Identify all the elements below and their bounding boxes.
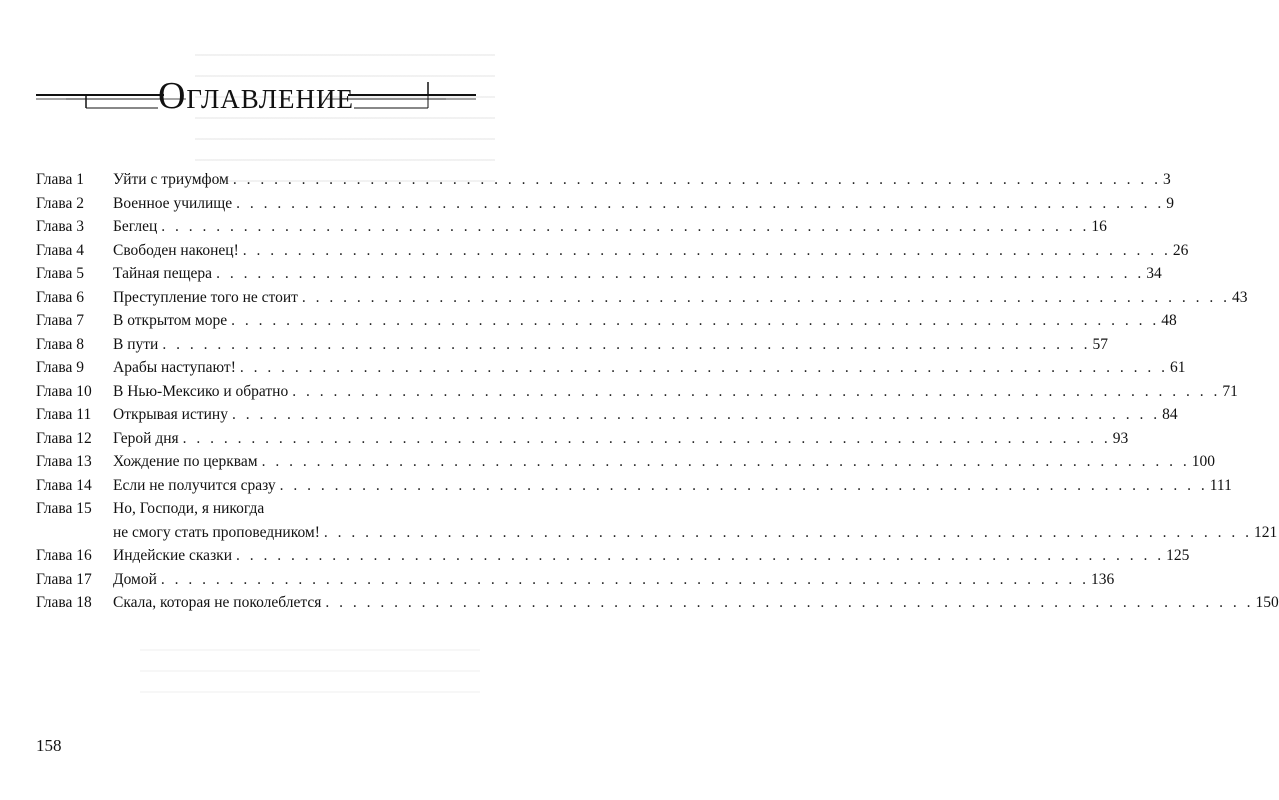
page-title: Оглавление (157, 75, 355, 117)
dot-leader (233, 168, 1161, 192)
chapter-title: Герой дня (113, 429, 179, 447)
dot-leader (324, 521, 1252, 545)
dot-leader (162, 333, 1090, 357)
page-ref: 150 (1255, 594, 1279, 611)
dot-leader (161, 568, 1089, 592)
page-ref: 57 (1092, 335, 1108, 353)
page-ref: 100 (1191, 453, 1215, 470)
toc-entry[interactable] (36, 168, 1171, 192)
toc-entry[interactable] (36, 544, 1190, 568)
toc-entry[interactable] (36, 497, 1278, 544)
page-ref: 26 (1172, 241, 1189, 259)
page-ref: 16 (1091, 218, 1107, 235)
dot-leader (232, 403, 1160, 427)
chapter-title: Уйти с триумфом (113, 171, 229, 188)
chapter-title: Арабы наступают! (113, 359, 236, 376)
dot-leader (236, 544, 1164, 568)
chapter-label: Глава 3 (36, 218, 85, 235)
page-ref: 93 (1112, 429, 1129, 447)
chapter-label: Глава 17 (36, 570, 92, 588)
toc-entry[interactable] (36, 380, 1238, 404)
page-ref: 136 (1091, 570, 1115, 588)
chapter-label: Глава 16 (36, 547, 92, 564)
chapter-title: Беглец (113, 218, 158, 235)
dot-leader (262, 450, 1190, 474)
dot-leader (240, 356, 1168, 380)
chapter-label: Глава 4 (36, 241, 85, 259)
chapter-label: Глава 7 (36, 312, 85, 329)
table-of-contents (36, 168, 1279, 615)
chapter-title: Тайная пещера (113, 265, 213, 282)
toc-entry[interactable] (36, 333, 1108, 357)
chapter-label: Глава 11 (36, 406, 92, 423)
chapter-label: Глава 2 (36, 194, 85, 212)
toc-entry[interactable] (36, 239, 1189, 263)
dot-leader (216, 262, 1144, 286)
chapter-label: Глава 15 (36, 500, 92, 517)
toc-entry[interactable] (36, 591, 1279, 615)
chapter-title: Хождение по церквам (113, 453, 258, 470)
chapter-label: Глава 8 (36, 335, 85, 353)
chapter-title-line1: Но, Господи, я никогда (113, 500, 265, 517)
toc-entry[interactable] (36, 568, 1115, 592)
dot-leader (183, 427, 1111, 451)
chapter-label: Глава 12 (36, 429, 92, 447)
chapter-title: Индейские сказки (113, 547, 233, 564)
dot-leader (292, 380, 1220, 404)
chapter-title: Если не получится сразу (113, 476, 276, 494)
page-ref: 34 (1146, 265, 1162, 282)
page-ref: 84 (1162, 406, 1178, 423)
chapter-title: В пути (113, 335, 159, 353)
chapter-label: Глава 14 (36, 476, 92, 494)
chapter-label: Глава 13 (36, 453, 92, 470)
page-ref: 71 (1222, 382, 1238, 400)
chapter-title: не смогу стать проповедником! (113, 523, 320, 541)
toc-entry[interactable] (36, 262, 1162, 286)
dot-leader (231, 309, 1159, 333)
chapter-title: Открывая истину (113, 406, 228, 423)
dot-leader (236, 192, 1164, 216)
chapter-title: Преступление того не стоит (113, 288, 298, 306)
toc-entry[interactable] (36, 450, 1215, 474)
chapter-title: Военное училище (113, 194, 233, 212)
page-ref: 111 (1209, 476, 1232, 494)
dot-leader (325, 591, 1253, 615)
chapter-label: Глава 9 (36, 359, 85, 376)
page-ref: 48 (1161, 312, 1177, 329)
chapter-label: Глава 18 (36, 594, 92, 611)
chapter-title: Скала, которая не поколеблется (113, 594, 322, 611)
page-number: 158 (36, 736, 62, 755)
toc-entry[interactable] (36, 474, 1232, 498)
page-ref: 43 (1232, 288, 1248, 306)
chapter-label: Глава 1 (36, 171, 85, 188)
page-ref: 61 (1169, 359, 1186, 376)
dot-leader (243, 239, 1171, 263)
chapter-label: Глава 10 (36, 382, 92, 400)
toc-entry[interactable] (36, 286, 1248, 310)
toc-header (36, 68, 476, 128)
show-through-text (140, 640, 480, 700)
chapter-label: Глава 5 (36, 265, 85, 282)
toc-entry[interactable] (36, 356, 1186, 380)
toc-entry[interactable] (36, 192, 1175, 216)
toc-entry[interactable] (36, 403, 1178, 427)
dot-leader (302, 286, 1230, 310)
page-ref: 9 (1166, 194, 1175, 212)
chapter-title: В открытом море (113, 312, 228, 329)
dot-leader (161, 215, 1089, 239)
toc-entry[interactable] (36, 427, 1129, 451)
chapter-title: Свободен наконец! (113, 241, 239, 259)
toc-entry[interactable] (36, 215, 1107, 239)
toc-entry[interactable] (36, 309, 1177, 333)
dot-leader (280, 474, 1208, 498)
chapter-title: Домой (113, 570, 157, 588)
chapter-title: В Нью-Мексико и обратно (113, 382, 289, 400)
page-ref: 121 (1254, 523, 1278, 541)
page-ref: 3 (1163, 171, 1171, 188)
chapter-label: Глава 6 (36, 288, 85, 306)
page-ref: 125 (1166, 547, 1190, 564)
